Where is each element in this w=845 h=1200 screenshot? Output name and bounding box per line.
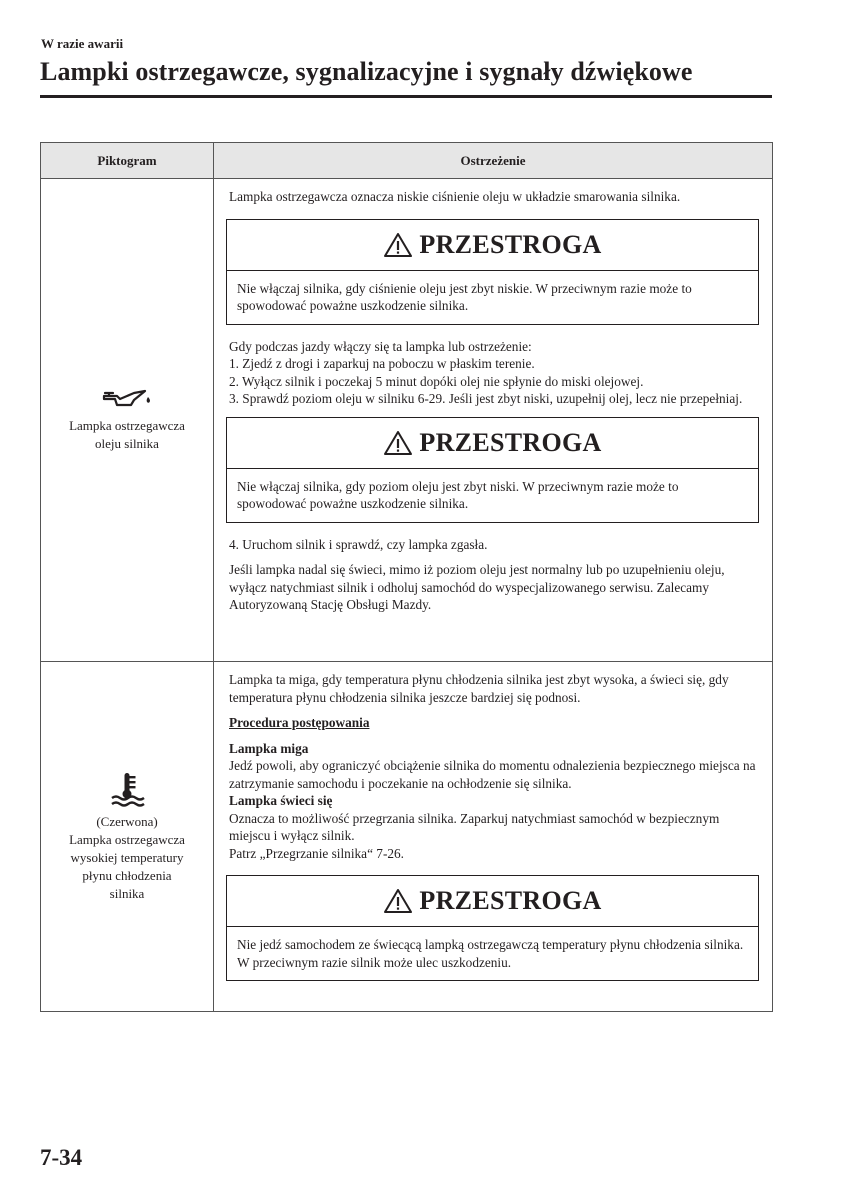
procedure-title: Procedura postępowania	[229, 715, 370, 730]
blink-text: Jedź powoli, aby ograniczyć obciążenie silnika do momentu odnalezienia bezpiecznego miejsca na zatrzymanie samochodu i poczekanie na ochłodzenie się silnika.	[229, 758, 756, 791]
caution-header	[227, 220, 758, 271]
pictogram-cell	[41, 662, 214, 1012]
warning-cell	[214, 179, 773, 662]
caution-header	[227, 418, 758, 469]
step-item: 2. Wyłącz silnik i poczekaj 5 minut dopóki olej nie spłynie do miski olejowej.	[229, 373, 644, 389]
warning-triangle-icon	[383, 888, 413, 914]
step-item: 1. Zjedź z drogi i zaparkuj na poboczu w płaskim terenie.	[229, 356, 535, 371]
caption-line: silnika	[109, 885, 145, 901]
closing-text: Jeśli lampka nadal się świeci, mimo iż poziom oleju jest normalny lub po uzupełnieniu oleju, wyłącz natychmiast silnik i odholuj samochód do wyspecjalizowanego serwisu. Zalecamy Autoryzowaną Stację Obsługi Mazdy.	[229, 562, 725, 612]
steps-intro: Gdy podczas jazdy włączy się ta lampka lub ostrzeżenie:	[229, 338, 532, 354]
lit-text: Oznacza to możliwość przegrzania silnika. Zaparkuj natychmiast samochód w bezpiecznym miejscu i wyłącz silnik.	[229, 810, 720, 843]
caption-line: płynu chłodzenia	[82, 867, 172, 883]
caption-line: Lampka ostrzegawcza	[69, 418, 185, 433]
caution-box	[226, 875, 759, 981]
pictogram-cell	[41, 179, 214, 662]
table-row	[41, 662, 773, 1012]
caution-box	[226, 417, 759, 523]
warning-table	[40, 142, 773, 1012]
caution-text: Nie włączaj silnika, gdy ciśnienie oleju jest zbyt niskie. W przeciwnym razie może to spowodować poważne uszkodzenie silnika.	[237, 280, 692, 313]
caution-heading: PRZESTROGA	[419, 427, 602, 457]
pictogram-caption	[45, 417, 209, 453]
caption-line: (Czerwona)	[96, 813, 158, 829]
pictogram-caption	[45, 813, 209, 903]
lit-title: Lampka świeci się	[229, 793, 333, 808]
reference-text: Patrz „Przegrzanie silnika“ 7-26.	[229, 845, 405, 861]
column-header-pictogram: Piktogram	[41, 143, 214, 179]
intro-text: Lampka ostrzegawcza oznacza niskie ciśnienie oleju w układzie smarowania silnika.	[229, 189, 681, 204]
table-row	[41, 179, 773, 662]
step-item: 4. Uruchom silnik i sprawdź, czy lampka zgasła.	[229, 536, 488, 552]
column-header-warning: Ostrzeżenie	[214, 143, 773, 179]
coolant-temperature-icon	[109, 771, 145, 807]
section-label: W razie awarii	[41, 36, 124, 51]
warning-triangle-icon	[383, 232, 413, 258]
caption-line: wysokiej temperatury	[70, 849, 184, 865]
warning-cell	[214, 662, 773, 1012]
warning-triangle-icon	[383, 430, 413, 456]
blink-title: Lampka miga	[229, 740, 309, 756]
step-item: 3. Sprawdź poziom oleju w silniku 6-29. Jeśli jest zbyt niski, uzupełnij olej, lecz nie przepełniaj.	[229, 391, 743, 406]
caption-line: oleju silnika	[95, 436, 159, 451]
caution-header	[227, 876, 758, 927]
caution-heading: PRZESTROGA	[419, 229, 602, 259]
caution-heading: PRZESTROGA	[419, 886, 602, 916]
table-header-row	[41, 143, 773, 179]
title-rule	[40, 95, 772, 98]
page-title: Lampki ostrzegawcze, sygnalizacyjne i sygnały dźwiękowe	[40, 57, 693, 86]
caution-text: Nie jedź samochodem ze świecącą lampką ostrzegawczą temperatury płynu chłodzenia silnika. W przeciwnym razie silnik może ulec uszkodzeniu.	[237, 937, 744, 970]
page-number: 7-34	[40, 1145, 83, 1170]
caption-line: Lampka ostrzegawcza	[69, 831, 185, 847]
intro-text: Lampka ta miga, gdy temperatura płynu chłodzenia silnika jest zbyt wysoka, a świeci się, gdy temperatura płynu chłodzenia silnika jeszcze bardziej się podnosi.	[229, 672, 729, 705]
caution-box	[226, 219, 759, 325]
oil-can-icon	[101, 387, 153, 411]
caution-text: Nie włączaj silnika, gdy poziom oleju jest zbyt niski. W przeciwnym razie może to spowodować poważne uszkodzenie silnika.	[237, 478, 679, 511]
